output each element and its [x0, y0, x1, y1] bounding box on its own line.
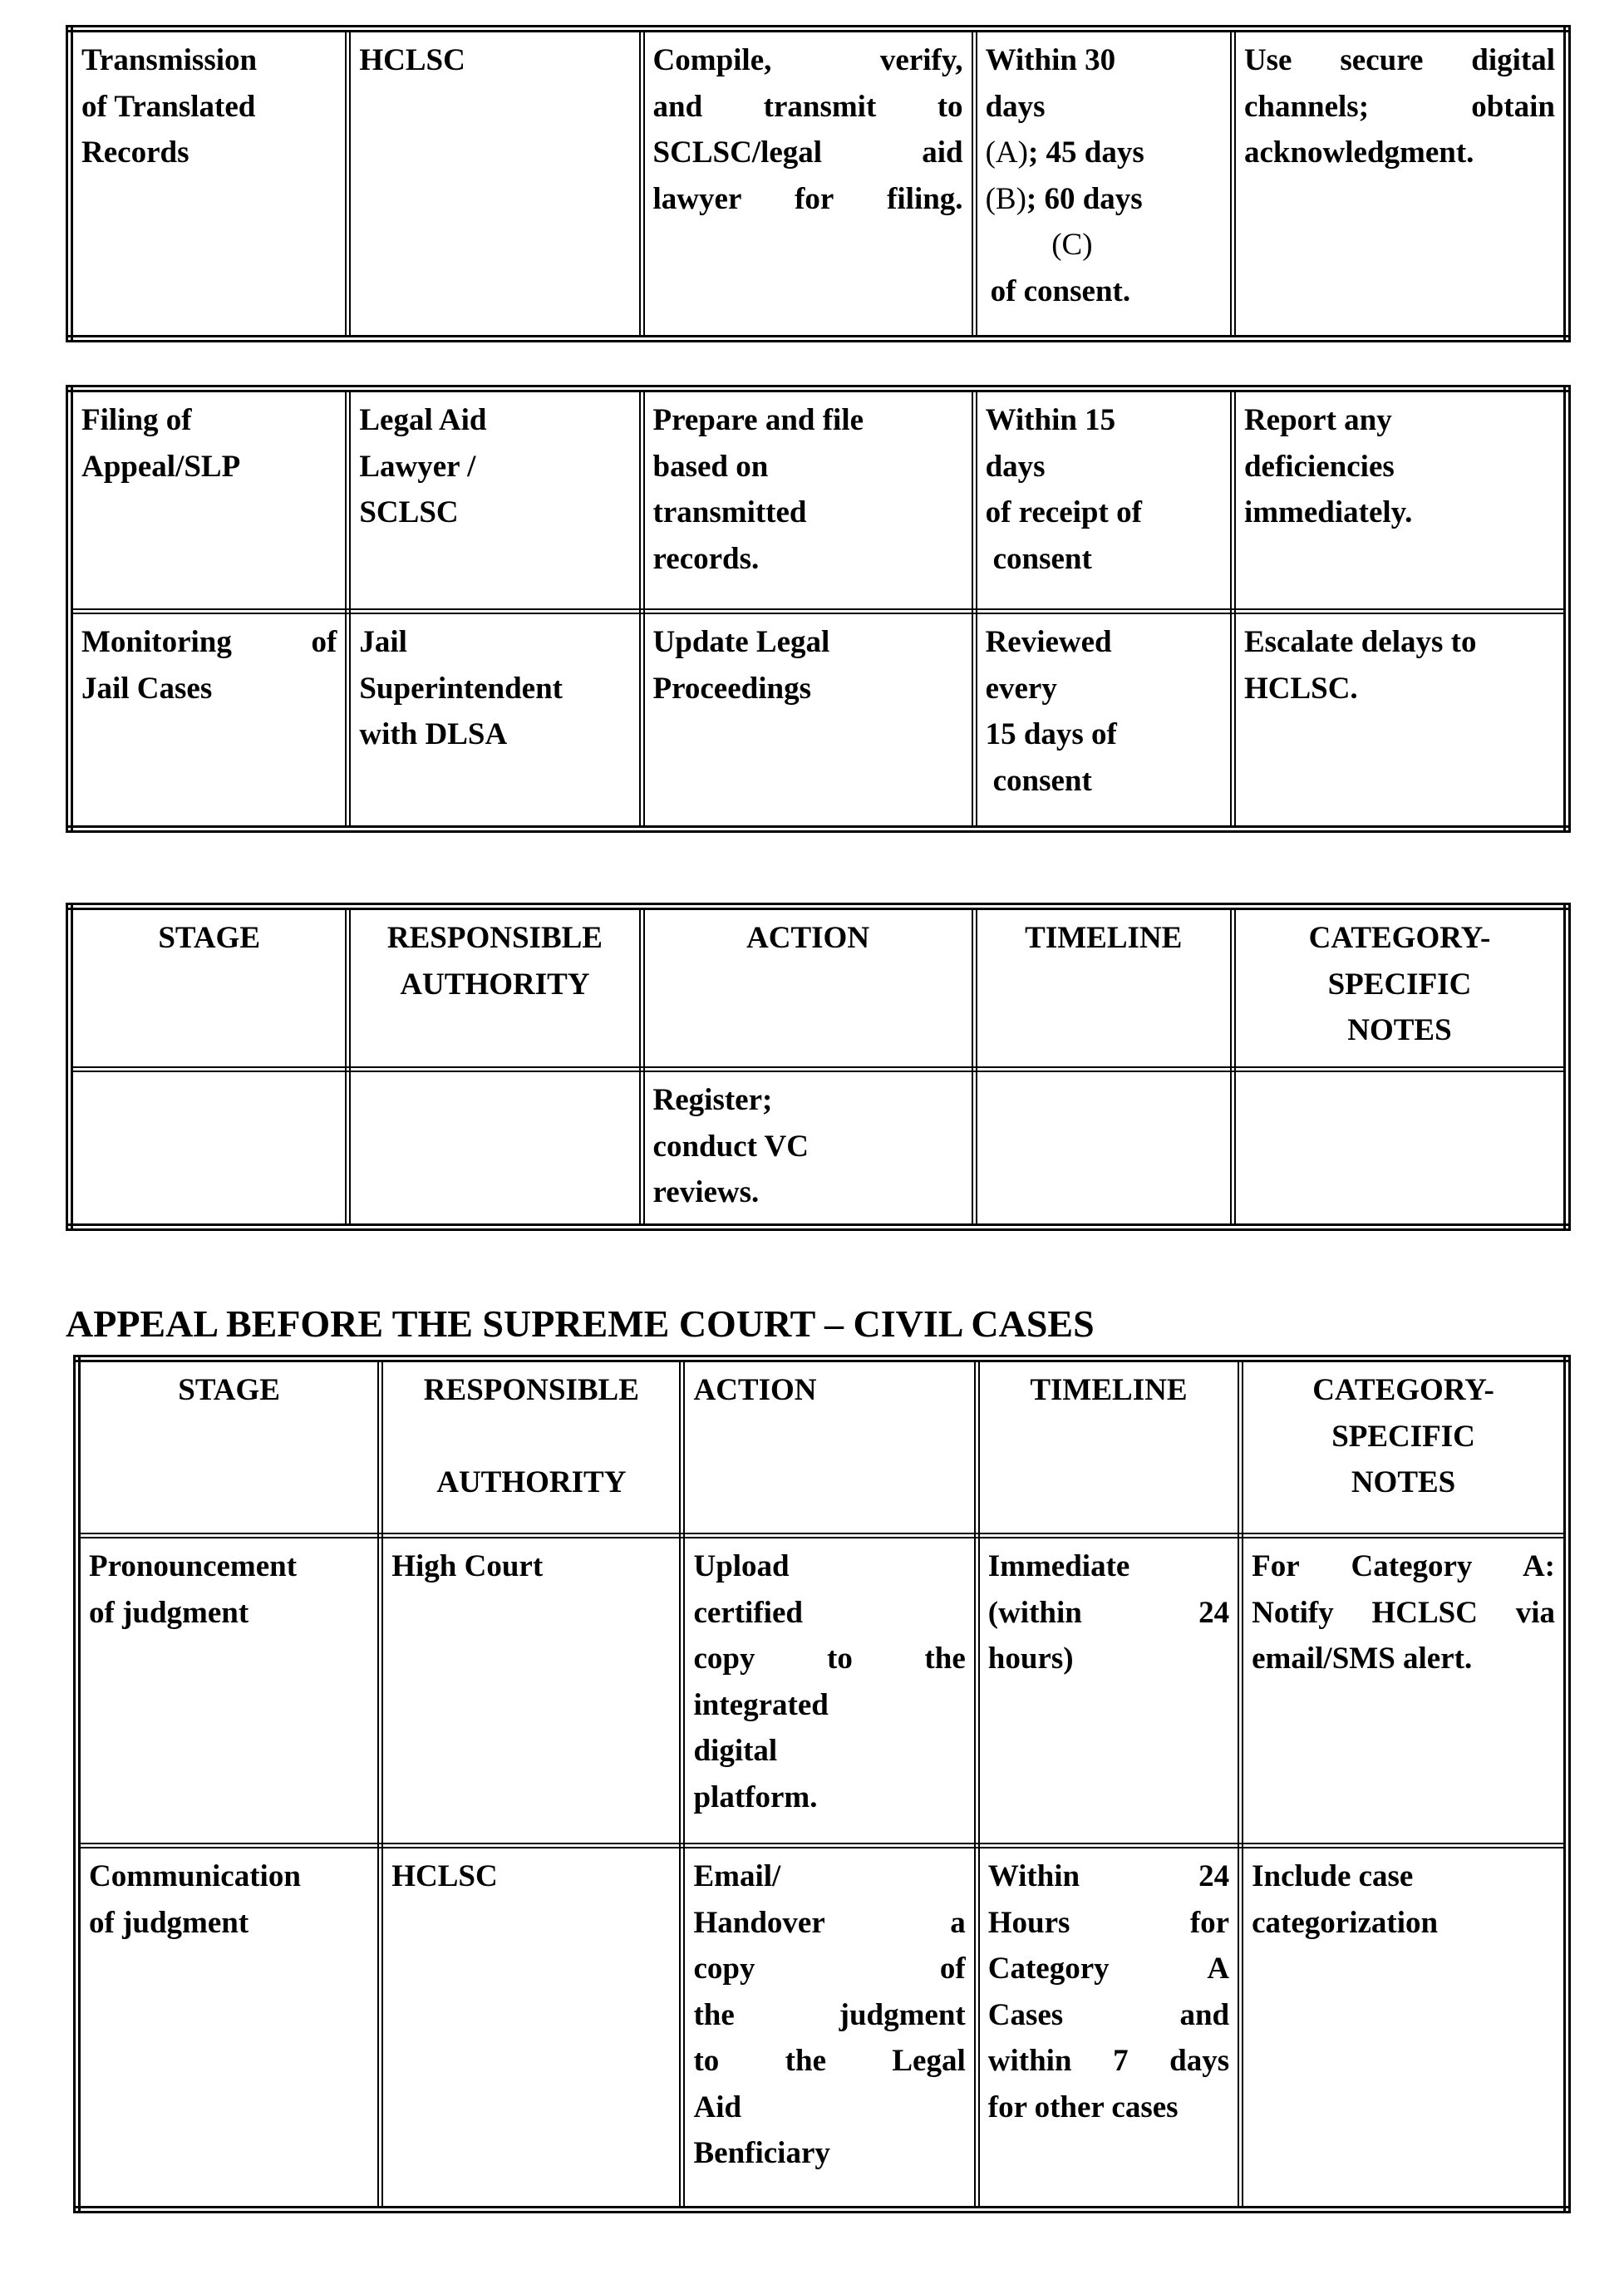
- cell-action-prepare-file: Prepare and file based on transmitted records.: [642, 389, 974, 612]
- cell-authority-legal-aid-lawyer: Legal Aid Lawyer / SCLSC: [348, 389, 642, 612]
- table-stage-header: [66, 903, 1571, 1231]
- cell-authority-jail-superintendent: Jail Superintendent with DLSA: [348, 612, 642, 829]
- cell-stage-empty: [70, 1070, 348, 1228]
- header-action: ACTION: [642, 907, 974, 1070]
- table-row: [70, 389, 1567, 612]
- cell-authority-empty: [348, 1070, 642, 1228]
- header-timeline: TIMELINE: [974, 907, 1233, 1070]
- cell-authority-hclsc: HCLSC: [381, 1846, 682, 2210]
- cell-notes-notify-hclsc: For Category A: Notify HCLSC via email/SMS alert.: [1241, 1536, 1567, 1846]
- table-civil-wrap: [73, 1355, 1571, 2213]
- table-stage-header-wrap: [66, 903, 1571, 1231]
- cell-timeline-immediate-24-hours: Immediate (within 24 hours): [977, 1536, 1240, 1846]
- cell-stage-communication: Communication of judgment: [77, 1846, 381, 2210]
- table-row: [70, 907, 1567, 1070]
- cell-authority-high-court: High Court: [381, 1536, 682, 1846]
- cell-action-register-vc: Register; conduct VC reviews.: [642, 1070, 974, 1228]
- cell-stage-transmission: Transmission of Translated Records: [70, 29, 348, 339]
- cell-timeline-30-45-60-days: Within 30 days (A); 45 days (B); 60 days (C) of consent.: [974, 29, 1233, 339]
- cell-timeline-24-hours-7-days: Within 24 Hours for Category A Cases and within 7 days for other cases: [977, 1846, 1240, 2210]
- table-transmission-wrap: [66, 25, 1571, 342]
- table-row: [77, 1536, 1567, 1846]
- table-row: [70, 612, 1567, 829]
- header-stage: STAGE: [77, 1359, 381, 1536]
- cell-action-compile: Compile, verify, and transmit to SCLSC/legal aid lawyer for filing.: [642, 29, 974, 339]
- header-category-notes: CATEGORY- SPECIFIC NOTES: [1233, 907, 1567, 1070]
- header-timeline: TIMELINE: [977, 1359, 1240, 1536]
- header-stage: STAGE: [70, 907, 348, 1070]
- cell-notes-escalate-delays: Escalate delays to HCLSC.: [1233, 612, 1567, 829]
- table-row: [70, 1070, 1567, 1228]
- header-responsible-authority: RESPONSIBLE AUTHORITY: [348, 907, 642, 1070]
- cell-stage-filing: Filing of Appeal/SLP: [70, 389, 348, 612]
- table-row: [77, 1846, 1567, 2210]
- cell-notes-secure-channels: Use secure digital channels; obtain acknowledgment.: [1233, 29, 1567, 339]
- cell-notes-report-deficiencies: Report any deficiencies immediately.: [1233, 389, 1567, 612]
- cell-notes-include-categorization: Include case categorization: [1241, 1846, 1567, 2210]
- table-row: [77, 1359, 1567, 1536]
- cell-timeline-empty: [974, 1070, 1233, 1228]
- cell-authority-hclsc: HCLSC: [348, 29, 642, 339]
- section-heading-civil-cases: APPEAL BEFORE THE SUPREME COURT – CIVIL CASES: [66, 1302, 1095, 1345]
- table-transmission: [66, 25, 1571, 342]
- cell-action-update-proceedings: Update Legal Proceedings: [642, 612, 974, 829]
- table-filing-monitoring-wrap: [66, 385, 1571, 833]
- cell-notes-empty: [1233, 1070, 1567, 1228]
- table-civil: [73, 1355, 1571, 2213]
- table-row: [70, 29, 1567, 339]
- table-filing-monitoring: [66, 385, 1571, 833]
- cell-action-email-handover: Email/ Handover a copy of the judgment to the Legal Aid Benficiary: [682, 1846, 977, 2210]
- header-category-notes: CATEGORY- SPECIFIC NOTES: [1241, 1359, 1567, 1536]
- cell-action-upload-certified-copy: Upload certified copy to the integrated digital platform.: [682, 1536, 977, 1846]
- header-responsible-authority: RESPONSIBLE AUTHORITY: [381, 1359, 682, 1536]
- cell-stage-pronouncement: Pronouncement of judgment: [77, 1536, 381, 1846]
- header-action: ACTION: [682, 1359, 977, 1536]
- cell-stage-monitoring: Monitoring of Jail Cases: [70, 612, 348, 829]
- cell-timeline-15-days: Within 15 days of receipt of consent: [974, 389, 1233, 612]
- cell-timeline-reviewed-15-days: Reviewed every 15 days of consent: [974, 612, 1233, 829]
